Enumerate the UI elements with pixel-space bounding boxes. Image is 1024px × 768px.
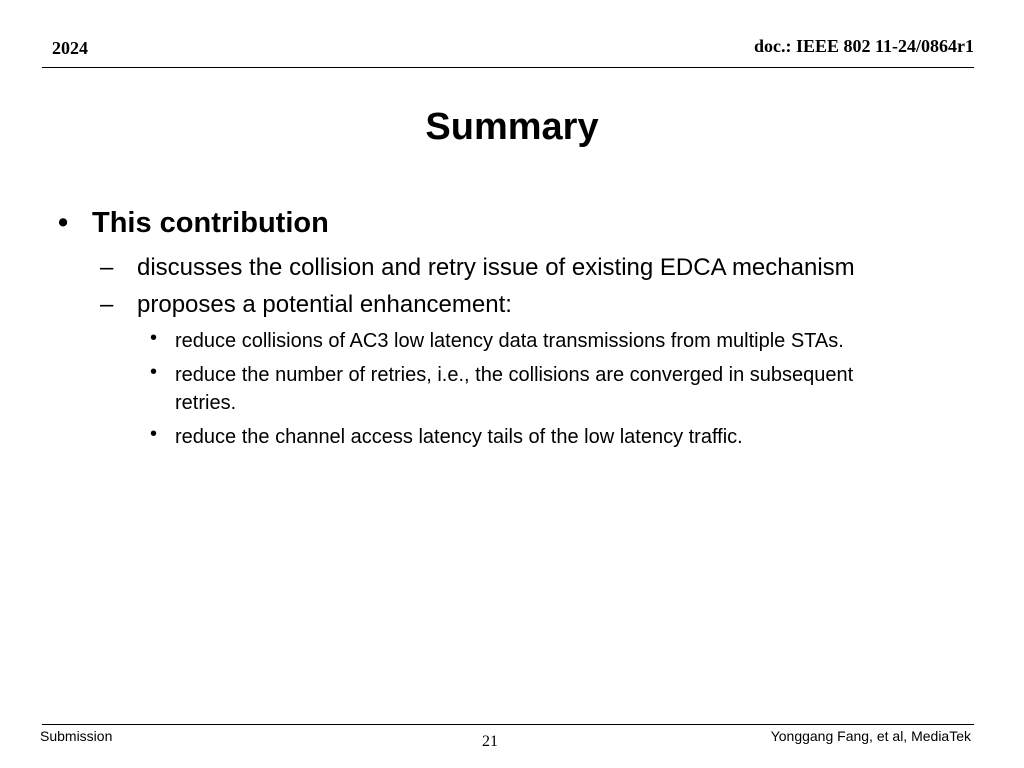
header-year: 2024: [52, 38, 88, 58]
enhancement-text: reduce the channel access latency tails of the low latency traffic.: [175, 426, 743, 448]
dash-icon: –: [100, 254, 114, 281]
sub-item-text: proposes a potential enhancement:: [137, 291, 512, 318]
sub-item-text: discusses the collision and retry issue of existing EDCA mechanism: [137, 254, 855, 281]
slide-title: Summary: [425, 106, 599, 148]
enhancement-text: reduce the number of retries, i.e., the collisions are converged in subsequent retries.: [175, 364, 854, 414]
bullet-dot-icon: •: [150, 423, 158, 445]
dash-icon: –: [100, 291, 114, 318]
bullet-dot-icon: •: [58, 207, 69, 239]
header-divider: [42, 67, 974, 68]
bullet-dot-icon: •: [150, 327, 158, 349]
enhancement-text: reduce collisions of AC3 low latency data transmissions from multiple STAs.: [175, 330, 844, 352]
footer-author: Yonggang Fang, et al, MediaTek: [770, 728, 971, 744]
footer-divider: [42, 724, 974, 725]
footer-submission: Submission: [40, 728, 113, 744]
page-number: 21: [482, 733, 498, 750]
bullet-label: This contribution: [92, 207, 329, 239]
bullet-dot-icon: •: [150, 361, 158, 383]
header-doc-id: doc.: IEEE 802 11-24/0864r1: [753, 36, 974, 56]
